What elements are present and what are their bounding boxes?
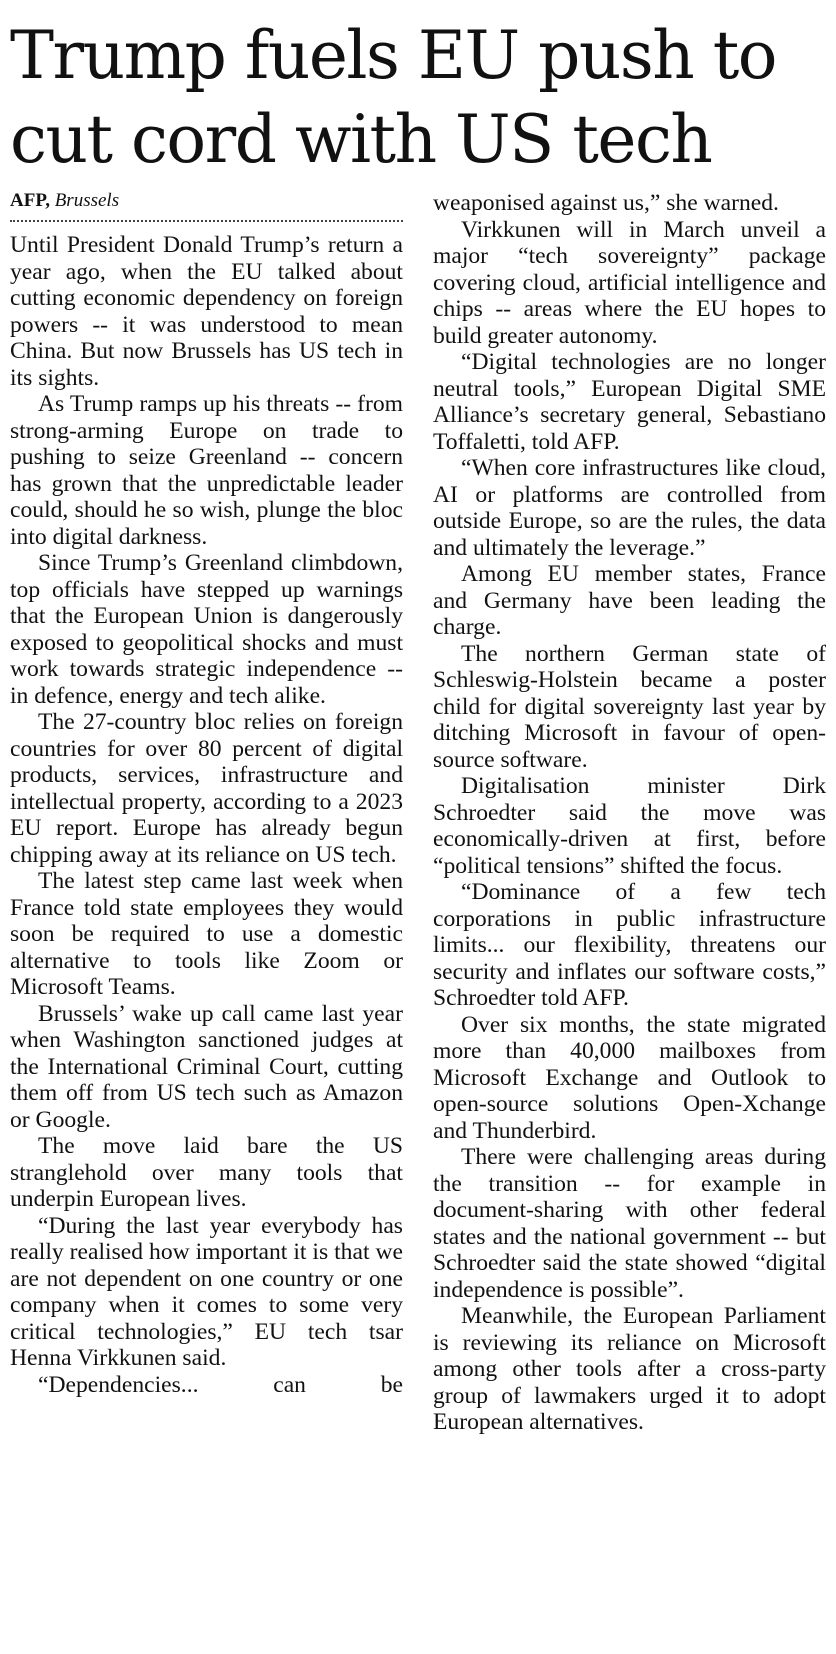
paragraph: Over six months, the state migrated more than 40,000 mailboxes from Microsoft Exchange and Outlook to open-source solutions Open-Xchange and Thunderbird. [433,1011,826,1144]
paragraph: “Dependencies... can be [38,1371,403,1398]
headline: Trump fuels EU push to cut cord with US tech [10,17,776,178]
paragraph: “Digital technologies are no longer neutral tools,” European Digital SME Alliance’s secretary general, Sebastiano Toffaletti, told AFP. [433,349,826,455]
paragraph: As Trump ramps up his threats -- from strong-arming Europe on trade to pushing to seize Greenland -- concern has grown that the unpredictable leader could, should he so wish, plunge the bloc into digital darkness. [10,391,403,550]
paragraph: Until President Donald Trump’s return a year ago, when the EU talked about cutting economic dependency on foreign powers -- it was understood to mean China. But now Brussels has US tech in its sights. [10,232,403,391]
paragraph: “Dominance of a few tech corporations in public infrastructure limits... our flexibility, threatens our security and inflates our software costs,” Schroedter told AFP. [433,879,826,1011]
paragraph: The move laid bare the US stranglehold over many tools that underpin European lives. [10,1133,403,1212]
paragraph: “When core infrastructures like cloud, AI or platforms are controlled from outside Europe, so are the rules, the data and ultimately the leverage.” [433,455,826,561]
paragraph: The northern German state of Schleswig-Holstein became a poster child for digital sovereignty last year by ditching Microsoft in favour of open-source software. [433,640,826,773]
paragraph: The latest step came last week when France told state employees they would soon be required to use a domestic alternative to tools like Zoom or Microsoft Teams. [10,868,403,1000]
paragraph: There were challenging areas during the transition -- for example in document-sharing with other federal states and the national government -- but Schroedter said the state showed “digital independence is possible”. [433,1144,826,1303]
byline [10,190,403,222]
paragraph: Meanwhile, the European Parliament is reviewing its reliance on Microsoft among other tools after a cross-party group of lawmakers urged it to adopt European alternatives. [433,1303,826,1435]
paragraph-continuation: weaponised against us,” she warned. [433,190,779,216]
paragraph: Among EU member states, France and Germany have been leading the charge. [433,561,826,640]
article-body [10,190,826,1436]
paragraph: Brussels’ wake up call came last year when Washington sanctioned judges at the International Criminal Court, cutting them off from US tech such as Amazon or Google. [10,1000,403,1133]
byline-agency: AFP, [10,190,50,211]
column-left [10,190,403,1436]
paragraph: “During the last year everybody has really realised how important it is that we are not dependent on one country or one company when it comes to some very critical technologies,” EU tech tsar Henna Virkkunen said. [10,1212,403,1371]
byline-location: Brussels [54,190,120,211]
paragraph: Virkkunen will in March unveil a major “tech sovereignty” package covering cloud, artificial intelligence and chips -- areas where the EU hopes to build greater autonomy. [433,216,826,349]
paragraph: The 27-country bloc relies on foreign countries for over 80 percent of digital products, services, infrastructure and intellectual property, according to a 2023 EU report. Europe has already begun chipping away at its reliance on US tech. [10,709,403,868]
paragraph: Digitalisation minister Dirk Schroedter said the move was economically-driven at first, before “political tensions” shifted the focus. [433,773,826,879]
column-right [433,190,826,1436]
paragraph: Since Trump’s Greenland climbdown, top officials have stepped up warnings that the European Union is dangerously exposed to geopolitical shocks and must work towards strategic independence -- in defence, energy and tech alike. [10,550,403,709]
